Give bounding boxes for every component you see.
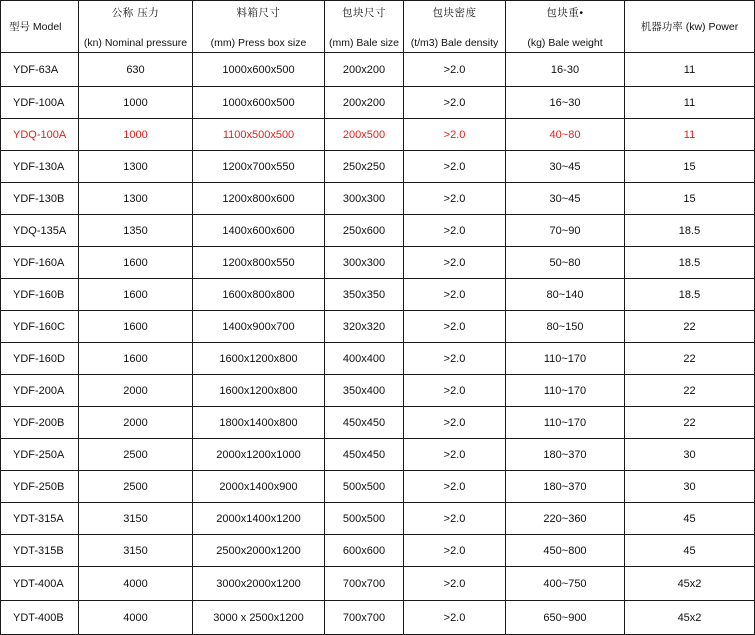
cell-box: 1400x600x600 xyxy=(193,215,325,247)
cell-power: 22 xyxy=(625,343,755,375)
cell-box: 1200x800x550 xyxy=(193,247,325,279)
cell-weight: 16-30 xyxy=(506,53,625,87)
cell-box: 1200x800x600 xyxy=(193,183,325,215)
cell-power: 22 xyxy=(625,375,755,407)
cell-model: YDT-315B xyxy=(1,535,79,567)
cell-box: 1000x600x500 xyxy=(193,87,325,119)
table-row xyxy=(1,439,755,471)
cell-weight: 110~170 xyxy=(506,375,625,407)
cell-weight: 80~140 xyxy=(506,279,625,311)
cell-weight: 80~150 xyxy=(506,311,625,343)
cell-pressure: 2500 xyxy=(79,471,193,503)
cell-weight: 70~90 xyxy=(506,215,625,247)
cell-model: YDT-400A xyxy=(1,567,79,601)
header-model-cn: 型号 xyxy=(9,21,30,33)
cell-density: >2.0 xyxy=(404,407,506,439)
cell-power: 15 xyxy=(625,151,755,183)
header-weight xyxy=(506,1,625,53)
cell-density: >2.0 xyxy=(404,183,506,215)
cell-model: YDF-160A xyxy=(1,247,79,279)
cell-model: YDF-160D xyxy=(1,343,79,375)
cell-density: >2.0 xyxy=(404,503,506,535)
cell-pressure: 1600 xyxy=(79,311,193,343)
table-body xyxy=(1,53,755,635)
cell-weight: 450~800 xyxy=(506,535,625,567)
cell-weight: 400~750 xyxy=(506,567,625,601)
cell-bale-size: 350x400 xyxy=(325,375,404,407)
header-density-en: (t/m3) Bale density xyxy=(410,36,499,49)
cell-bale-size: 500x500 xyxy=(325,503,404,535)
header-power xyxy=(625,1,755,53)
cell-weight: 50~80 xyxy=(506,247,625,279)
cell-box: 2000x1200x1000 xyxy=(193,439,325,471)
cell-bale-size: 600x600 xyxy=(325,535,404,567)
cell-weight: 180~370 xyxy=(506,439,625,471)
cell-density: >2.0 xyxy=(404,439,506,471)
table-row xyxy=(1,151,755,183)
cell-power: 18.5 xyxy=(625,247,755,279)
header-model xyxy=(1,1,79,53)
cell-model: YDF-130A xyxy=(1,151,79,183)
cell-density: >2.0 xyxy=(404,471,506,503)
cell-weight: 16~30 xyxy=(506,87,625,119)
cell-pressure: 1600 xyxy=(79,247,193,279)
header-pressure xyxy=(79,1,193,53)
header-power-cn: 机器功率 xyxy=(640,21,683,33)
cell-power: 45x2 xyxy=(625,601,755,635)
table-row xyxy=(1,601,755,635)
cell-density: >2.0 xyxy=(404,87,506,119)
cell-box: 2500x2000x1200 xyxy=(193,535,325,567)
cell-power: 30 xyxy=(625,439,755,471)
cell-density: >2.0 xyxy=(404,53,506,87)
cell-bale-size: 200x200 xyxy=(325,53,404,87)
cell-weight: 110~170 xyxy=(506,407,625,439)
table-row xyxy=(1,471,755,503)
cell-model: YDF-63A xyxy=(1,53,79,87)
table-row xyxy=(1,311,755,343)
header-model-en: Model xyxy=(32,20,62,33)
cell-bale-size: 450x450 xyxy=(325,407,404,439)
table-row xyxy=(1,375,755,407)
cell-bale-size: 250x250 xyxy=(325,151,404,183)
cell-weight: 110~170 xyxy=(506,343,625,375)
cell-power: 45 xyxy=(625,503,755,535)
cell-box: 1600x1200x800 xyxy=(193,343,325,375)
cell-model: YDQ-135A xyxy=(1,215,79,247)
cell-bale-size: 250x600 xyxy=(325,215,404,247)
cell-box: 3000x2000x1200 xyxy=(193,567,325,601)
header-box xyxy=(193,1,325,53)
cell-pressure: 1300 xyxy=(79,183,193,215)
cell-box: 1000x600x500 xyxy=(193,53,325,87)
cell-power: 22 xyxy=(625,311,755,343)
cell-box: 2000x1400x900 xyxy=(193,471,325,503)
cell-weight: 30~45 xyxy=(506,183,625,215)
cell-density: >2.0 xyxy=(404,279,506,311)
cell-bale-size: 200x200 xyxy=(325,87,404,119)
cell-pressure: 2000 xyxy=(79,375,193,407)
cell-pressure: 3150 xyxy=(79,535,193,567)
cell-pressure: 4000 xyxy=(79,567,193,601)
table-row xyxy=(1,343,755,375)
table-row xyxy=(1,407,755,439)
header-weight-en: (kg) Bale weight xyxy=(527,36,603,49)
cell-density: >2.0 xyxy=(404,343,506,375)
cell-bale-size: 320x320 xyxy=(325,311,404,343)
cell-pressure: 1000 xyxy=(79,119,193,151)
header-power-en: (kw) Power xyxy=(685,20,739,33)
cell-power: 22 xyxy=(625,407,755,439)
header-density-cn: 包块密度 xyxy=(432,6,477,19)
cell-pressure: 1600 xyxy=(79,343,193,375)
cell-density: >2.0 xyxy=(404,119,506,151)
header-box-en: (mm) Press box size xyxy=(210,36,307,49)
cell-model: YDT-315A xyxy=(1,503,79,535)
cell-power: 18.5 xyxy=(625,215,755,247)
cell-bale-size: 200x500 xyxy=(325,119,404,151)
cell-model: YDQ-100A xyxy=(1,119,79,151)
cell-box: 1200x700x550 xyxy=(193,151,325,183)
table-row xyxy=(1,87,755,119)
cell-bale-size: 450x450 xyxy=(325,439,404,471)
table-row xyxy=(1,119,755,151)
cell-bale-size: 400x400 xyxy=(325,343,404,375)
cell-box: 2000x1400x1200 xyxy=(193,503,325,535)
cell-box: 1800x1400x800 xyxy=(193,407,325,439)
header-density xyxy=(404,1,506,53)
cell-power: 11 xyxy=(625,119,755,151)
cell-pressure: 1000 xyxy=(79,87,193,119)
cell-box: 1600x800x800 xyxy=(193,279,325,311)
table-row xyxy=(1,535,755,567)
cell-model: YDF-160C xyxy=(1,311,79,343)
cell-bale-size: 300x300 xyxy=(325,247,404,279)
header-box-cn: 料箱尺寸 xyxy=(236,6,281,19)
cell-density: >2.0 xyxy=(404,567,506,601)
cell-bale-size: 300x300 xyxy=(325,183,404,215)
table-row xyxy=(1,503,755,535)
header-bale-size-cn: 包块尺寸 xyxy=(342,6,386,19)
cell-power: 45x2 xyxy=(625,567,755,601)
cell-box: 1400x900x700 xyxy=(193,311,325,343)
cell-pressure: 4000 xyxy=(79,601,193,635)
cell-model: YDF-160B xyxy=(1,279,79,311)
cell-box: 1100x500x500 xyxy=(193,119,325,151)
header-pressure-cn: 公称 压力 xyxy=(111,6,160,19)
cell-power: 30 xyxy=(625,471,755,503)
cell-model: YDF-130B xyxy=(1,183,79,215)
header-weight-cn: 包块重• xyxy=(546,6,584,19)
cell-density: >2.0 xyxy=(404,601,506,635)
cell-weight: 180~370 xyxy=(506,471,625,503)
cell-pressure: 1300 xyxy=(79,151,193,183)
cell-power: 45 xyxy=(625,535,755,567)
cell-bale-size: 700x700 xyxy=(325,567,404,601)
cell-model: YDF-250B xyxy=(1,471,79,503)
cell-bale-size: 700x700 xyxy=(325,601,404,635)
table-row xyxy=(1,183,755,215)
table-row xyxy=(1,279,755,311)
cell-bale-size: 350x350 xyxy=(325,279,404,311)
table-row xyxy=(1,53,755,87)
table-row xyxy=(1,247,755,279)
cell-density: >2.0 xyxy=(404,247,506,279)
cell-box: 1600x1200x800 xyxy=(193,375,325,407)
cell-power: 11 xyxy=(625,53,755,87)
cell-pressure: 3150 xyxy=(79,503,193,535)
cell-power: 18.5 xyxy=(625,279,755,311)
cell-density: >2.0 xyxy=(404,311,506,343)
cell-pressure: 1350 xyxy=(79,215,193,247)
cell-model: YDT-400B xyxy=(1,601,79,635)
header-pressure-en: (kn) Nominal pressure xyxy=(83,36,188,49)
cell-power: 11 xyxy=(625,87,755,119)
cell-bale-size: 500x500 xyxy=(325,471,404,503)
cell-density: >2.0 xyxy=(404,535,506,567)
cell-pressure: 2000 xyxy=(79,407,193,439)
table-row xyxy=(1,567,755,601)
cell-pressure: 630 xyxy=(79,53,193,87)
cell-density: >2.0 xyxy=(404,215,506,247)
cell-weight: 30~45 xyxy=(506,151,625,183)
cell-box: 3000 x 2500x1200 xyxy=(193,601,325,635)
cell-pressure: 1600 xyxy=(79,279,193,311)
cell-model: YDF-100A xyxy=(1,87,79,119)
table-row xyxy=(1,215,755,247)
table-header xyxy=(1,1,755,53)
cell-density: >2.0 xyxy=(404,151,506,183)
cell-weight: 220~360 xyxy=(506,503,625,535)
cell-weight: 40~80 xyxy=(506,119,625,151)
cell-density: >2.0 xyxy=(404,375,506,407)
cell-model: YDF-250A xyxy=(1,439,79,471)
cell-power: 15 xyxy=(625,183,755,215)
cell-model: YDF-200B xyxy=(1,407,79,439)
header-bale-size xyxy=(325,1,404,53)
cell-model: YDF-200A xyxy=(1,375,79,407)
cell-pressure: 2500 xyxy=(79,439,193,471)
cell-weight: 650~900 xyxy=(506,601,625,635)
header-bale-size-en: (mm) Bale size xyxy=(328,36,399,49)
